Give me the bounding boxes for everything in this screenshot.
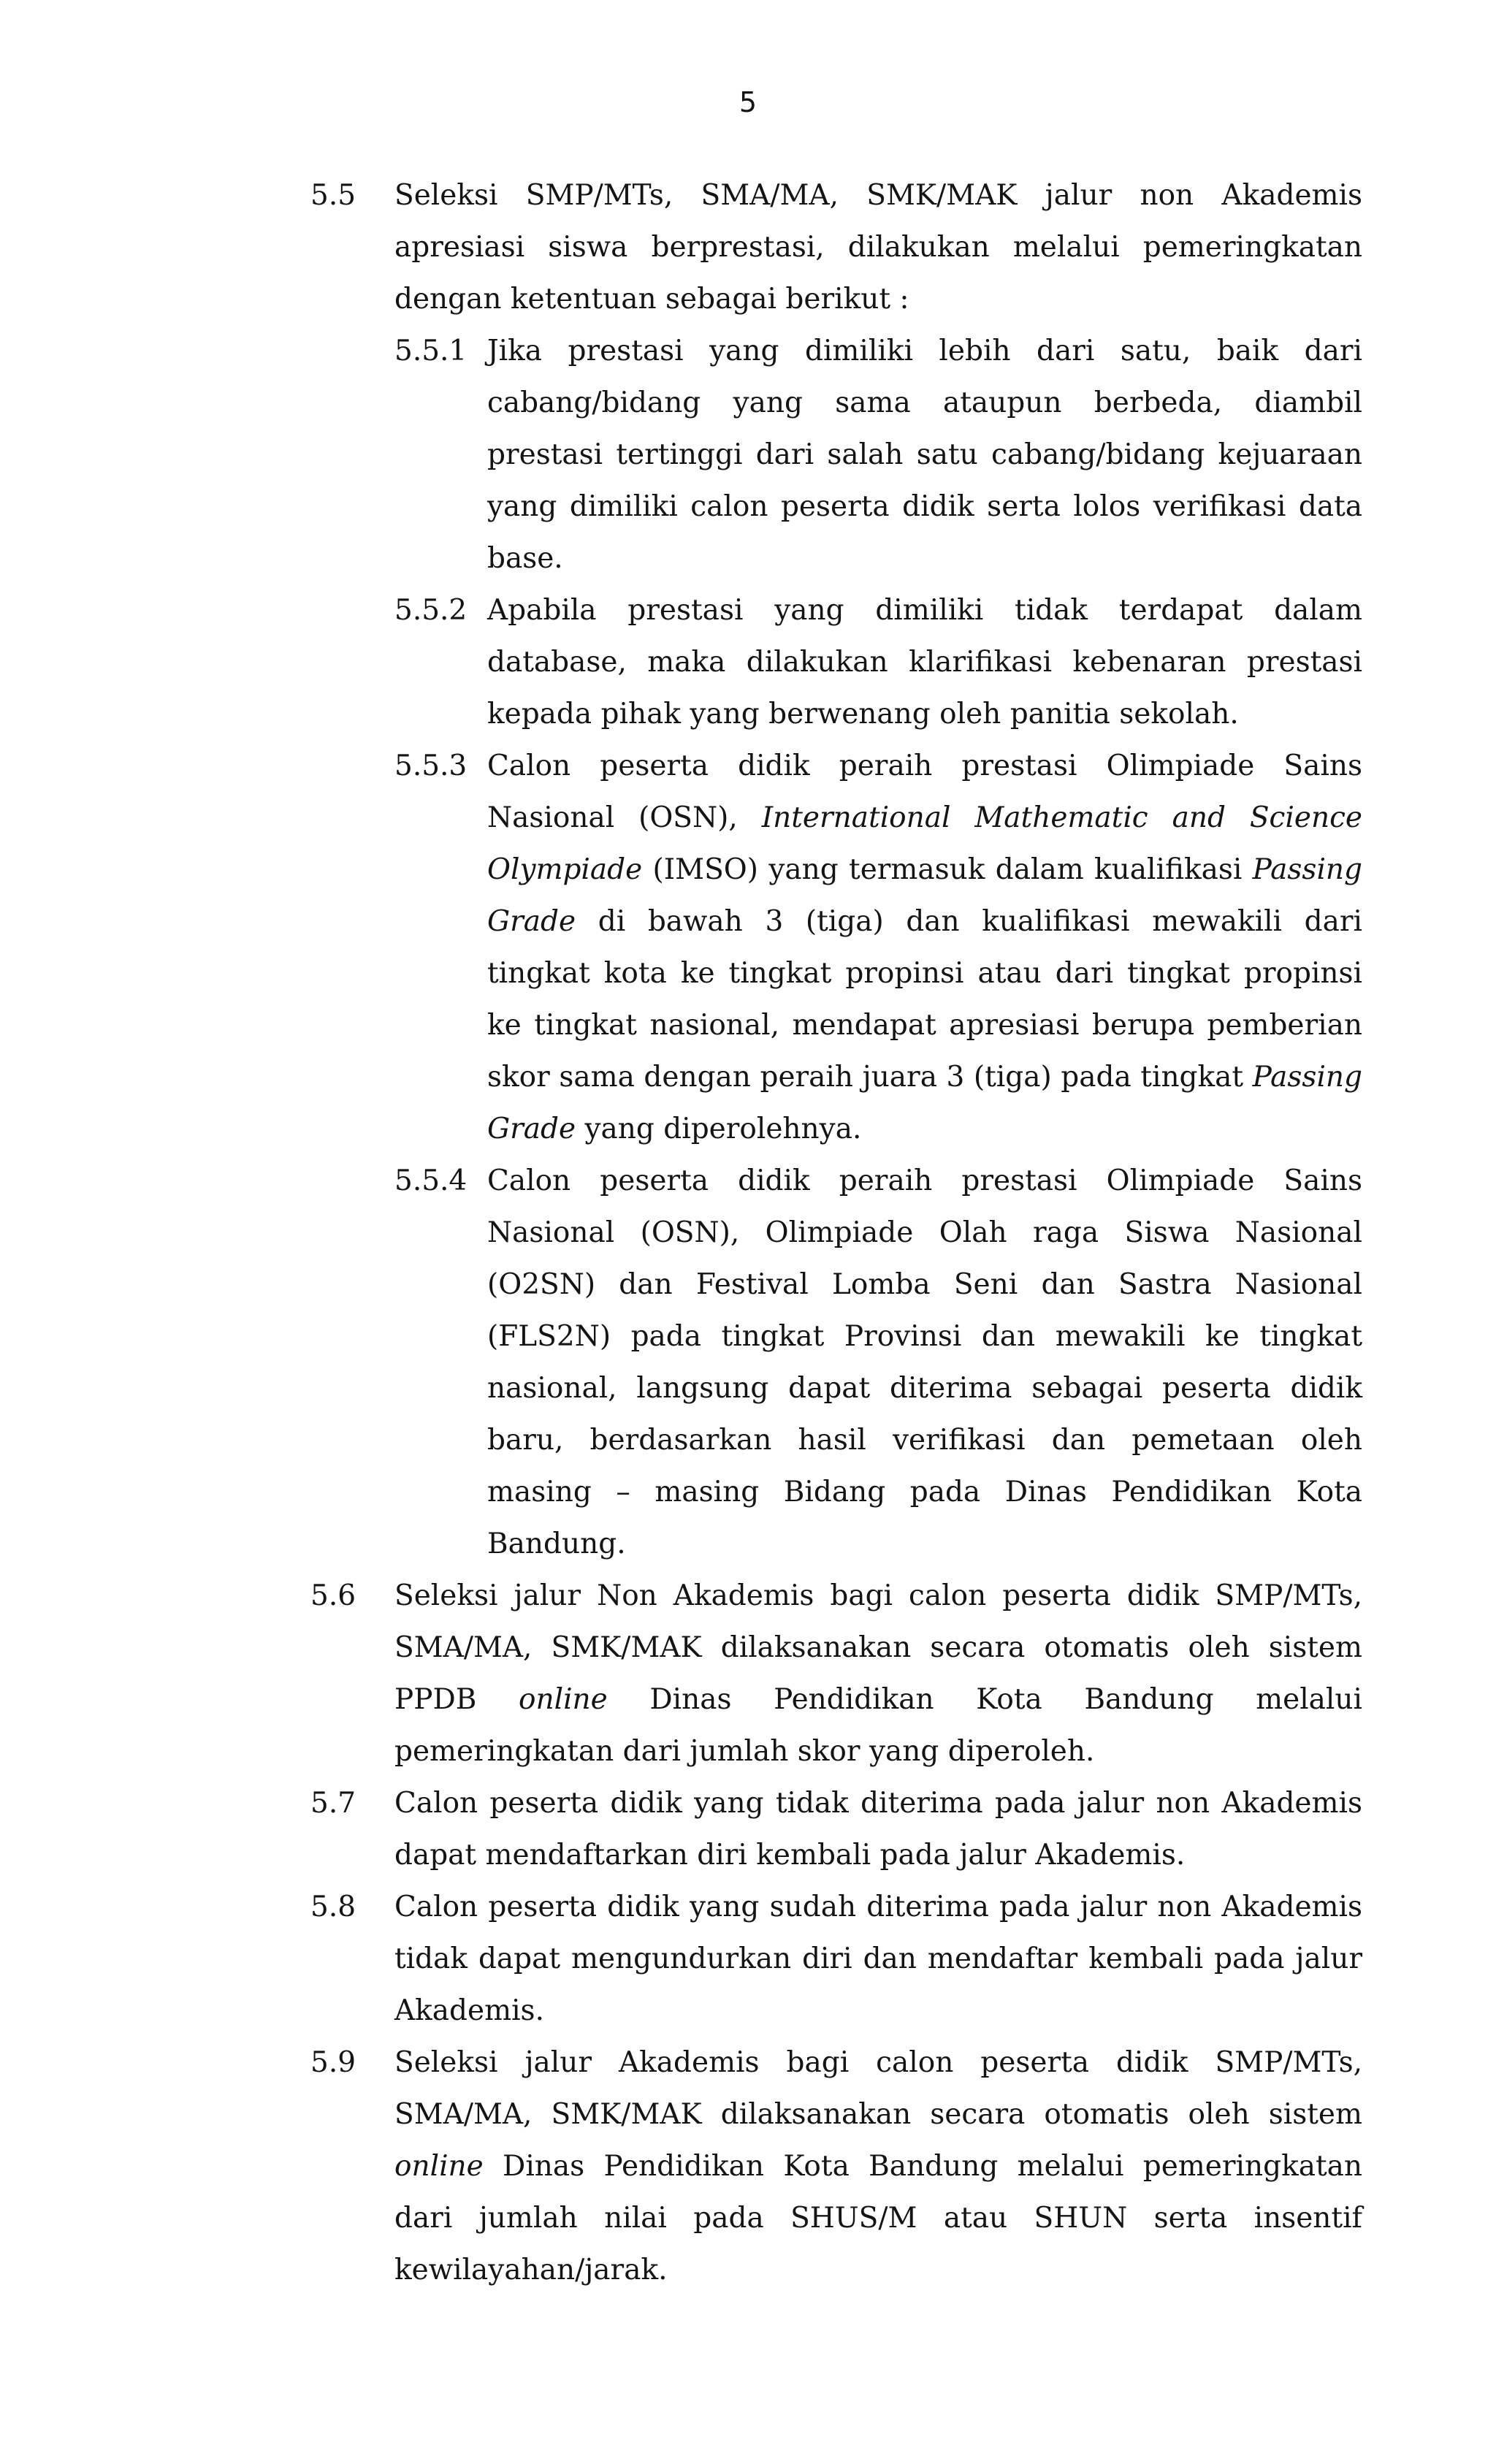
section-number: 5.8 — [310, 1891, 356, 1923]
subsection-number: 5.5.3 — [394, 750, 468, 782]
subsection-5-5-1 — [394, 325, 1362, 584]
italic-term: Passing Grade — [487, 1061, 1362, 1145]
section-5-6 — [310, 1570, 1362, 1777]
section-text: Seleksi SMP/MTs, SMA/MA, SMK/MAK jalur non Akademis apresiasi siswa berprestasi, dilakukan melalui pemeringkatan dengan ketentuan sebagai berikut : — [394, 179, 1362, 316]
italic-term: online — [394, 2150, 484, 2183]
page-number: 5 — [739, 86, 757, 118]
section-number: 5.7 — [310, 1787, 356, 1820]
subsection-number: 5.5.2 — [394, 594, 468, 627]
subsection-text: Jika prestasi yang dimiliki lebih dari satu, baik dari cabang/bidang yang sama ataupun berbeda, diambil prestasi tertinggi dari salah satu cabang/bidang kejuaraan yang dimiliki calon peserta didik serta lolos verifikasi data base. — [487, 335, 1362, 575]
subsection-text: Apabila prestasi yang dimiliki tidak terdapat dalam database, maka dilakukan klarifikasi kebenaran prestasi kepada pihak yang berwenang oleh panitia sekolah. — [487, 594, 1362, 731]
section-number: 5.9 — [310, 2046, 356, 2079]
text-run: Dinas Pendidikan Kota Bandung melalui pemeringkatan dari jumlah nilai pada SHUS/M atau SHUN serta insentif kewilayahan/jarak. — [394, 2150, 1362, 2286]
text-run: Seleksi jalur Non Akademis bagi calon peserta didik SMP/MTs, SMA/MA, SMK/MAK dilaksanakan secara otomatis oleh sistem PPDB — [394, 1579, 1362, 1716]
subsection-text: Calon peserta didik peraih prestasi Olimpiade Sains Nasional (OSN), Olimpiade Olah raga Siswa Nasional (O2SN) dan Festival Lomba Seni dan Sastra Nasional (FLS2N) pada tingkat Provinsi dan mewakili ke tingkat nasional, langsung dapat diterima sebagai peserta didik baru, berdasarkan hasil verifikasi dan pemetaan oleh masing – masing Bidang pada Dinas Pendidikan Kota Bandung. — [487, 1164, 1362, 1560]
section-text — [394, 1570, 1362, 1777]
section-text: Calon peserta didik yang sudah diterima pada jalur non Akademis tidak dapat mengundurkan diri dan mendaftar kembali pada jalur Akademis. — [394, 1891, 1362, 2027]
text-run: (IMSO) yang termasuk dalam kualifikasi — [642, 853, 1253, 886]
subsection-number: 5.5.1 — [394, 335, 468, 367]
section-number: 5.5 — [310, 179, 356, 212]
subsection-5-5-4 — [394, 1155, 1362, 1570]
section-text: Calon peserta didik yang tidak diterima pada jalur non Akademis dapat mendaftarkan diri kembali pada jalur Akademis. — [394, 1787, 1362, 1872]
section-number: 5.6 — [310, 1579, 356, 1612]
subsection-5-5-2 — [394, 584, 1362, 740]
section-5-8 — [310, 1881, 1362, 2037]
subsection-text — [487, 740, 1362, 1155]
subsection-list — [394, 325, 1362, 1570]
italic-term: Passing Grade — [487, 853, 1362, 938]
text-run: yang diperolehnya. — [576, 1113, 862, 1145]
text-run: di bawah 3 (tiga) dan kualifikasi mewakili dari tingkat kota ke tingkat propinsi atau dari tingkat propinsi ke tingkat nasional, mendapat apresiasi berupa pemberian skor sama dengan peraih juara 3 (tiga) pada tingkat — [487, 905, 1362, 1094]
subsection-number: 5.5.4 — [394, 1164, 468, 1197]
subsection-5-5-3 — [394, 740, 1362, 1155]
italic-term: online — [519, 1683, 608, 1716]
text-run: Dinas Pendidikan Kota Bandung melalui pemeringkatan dari jumlah skor yang diperoleh. — [394, 1683, 1362, 1768]
section-5-7 — [310, 1777, 1362, 1881]
text-run: Seleksi jalur Akademis bagi calon peserta didik SMP/MTs, SMA/MA, SMK/MAK dilaksanakan secara otomatis oleh sistem — [394, 2046, 1362, 2131]
italic-term: International Mathematic and Science Olympiade — [487, 801, 1362, 886]
text-run: Calon peserta didik peraih prestasi Olimpiade Sains Nasional (OSN), — [487, 750, 1362, 834]
section-text — [394, 2037, 1362, 2296]
section-5-5 — [310, 169, 1362, 1570]
section-5-9 — [310, 2037, 1362, 2296]
section-body — [394, 169, 1362, 1570]
document-body — [310, 169, 1362, 2296]
